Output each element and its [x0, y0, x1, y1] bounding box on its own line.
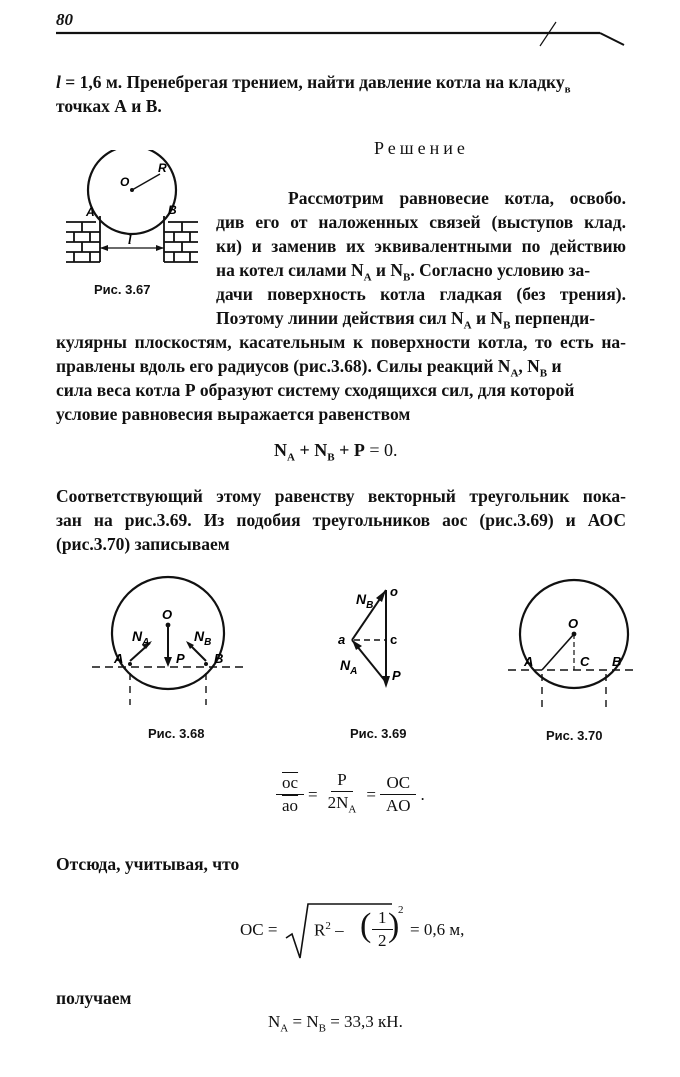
fig367-label-b: B — [168, 203, 177, 217]
equation-equilibrium: $N_A + N_B + Р = 0$. — [274, 440, 398, 464]
equation-oc: OC = $R^2$ – ( $\frac{1}{2}$ ) 2 = 0,6 м, — [240, 900, 500, 964]
p2-line-2: зан на рис.3.69. Из подобия треугольников аос (рис.3.69) и АОС — [56, 510, 626, 530]
figure-3-67 — [60, 150, 210, 270]
p1-line-2: див его от наложенных связей (выступов клад. — [216, 212, 626, 232]
svg-text:c: c — [390, 632, 398, 647]
header-rule — [0, 0, 680, 60]
equation-ratio: $\frac{\overline{oc}}{ao}$ = $\frac{P}{2N_A}$ = $\frac{OC}{AO}$ . — [272, 770, 425, 819]
text-obtain: получаем — [56, 988, 132, 1008]
figure-3-69 — [320, 578, 430, 698]
caption-3-67: Рис. 3.67 — [94, 282, 151, 297]
page-number: 80 — [56, 10, 73, 29]
solution-heading: Решение — [374, 138, 469, 158]
svg-text:NA: $N_A$ — [132, 628, 150, 648]
caption-3-68: Рис. 3.68 — [148, 726, 205, 741]
p1-line-10: условие равновесия выражается равенством — [56, 404, 411, 424]
svg-text:A: A — [524, 654, 534, 669]
figure-3-70 — [502, 578, 642, 718]
equation-final: $N_A = N_B = 33,3$ кН. — [268, 1012, 403, 1035]
fig367-label-o: O — [120, 175, 130, 189]
svg-text:a: a — [338, 632, 346, 647]
fig367-label-a: A — [86, 205, 95, 219]
svg-text:P: P — [392, 668, 401, 683]
svg-text:B: B — [612, 654, 622, 669]
p1-line-8: правлены вдоль его радиусов (рис.3.68). Силы реакций $N_A$, $N_B$ и — [56, 356, 562, 380]
var-l: l — [56, 72, 61, 92]
svg-text:O: O — [568, 616, 579, 631]
right-masonry — [164, 216, 198, 262]
p2-line-1: Соответствующий этому равенству векторный треугольник пока- — [56, 486, 626, 506]
svg-text:O: O — [162, 607, 173, 622]
svg-text:NB: $N_B$ — [194, 628, 212, 648]
intro-line-2: точках А и В. — [56, 96, 162, 116]
fig367-label-l: l — [128, 232, 132, 247]
svg-text:o: o — [390, 584, 398, 599]
svg-text:P: P — [176, 651, 185, 666]
svg-text:B: B — [214, 651, 224, 666]
p1-line-6: Поэтому линии действия сил $N_A$ и $N_B$ перпенди- — [216, 308, 596, 332]
p2-line-3: (рис.3.70) записываем — [56, 534, 230, 554]
figure-3-68 — [88, 575, 258, 715]
p1-line-5: дачи поверхность котла гладкая (без трения). — [216, 284, 626, 304]
svg-text:C: C — [580, 654, 590, 669]
p1-line-7: кулярны плоскостям, касательным к поверхности котла, то есть на- — [56, 332, 626, 352]
svg-text:NB: $N_B$ — [356, 591, 374, 611]
p1-line-3: ки) и заменив их эквивалентными по действию — [216, 236, 626, 256]
p1-line-1: Рассмотрим равновесие котла, освобо. — [288, 188, 626, 208]
intro-line-1: l = 1,6 м. Пренебрегая трением, найти давление котла на кладку$_в$ — [56, 72, 571, 96]
text-hence: Отсюда, учитывая, что — [56, 854, 240, 874]
svg-text:A: A — [114, 651, 124, 666]
p1-line-4: на котел силами $N_A$ и $N_B$. Согласно условию за- — [216, 260, 591, 284]
svg-text:NA: $N_A$ — [340, 657, 358, 677]
p1-line-9: сила веса котла Р образуют систему сходящихся сил, для которой — [56, 380, 575, 400]
caption-3-70: Рис. 3.70 — [546, 728, 603, 743]
caption-3-69: Рис. 3.69 — [350, 726, 407, 741]
left-masonry — [66, 216, 100, 262]
fig367-label-r: R — [158, 161, 167, 175]
